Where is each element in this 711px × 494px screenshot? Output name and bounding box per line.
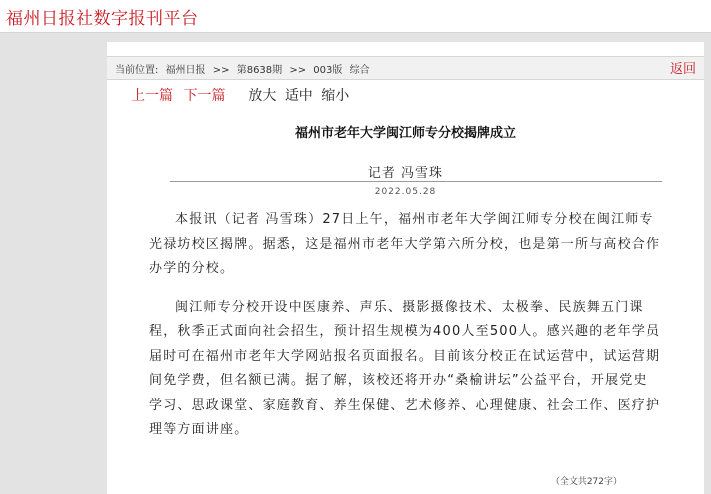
- word-count: （全文共272字）: [550, 477, 622, 487]
- next-article-link[interactable]: 下一篇: [183, 88, 226, 104]
- breadcrumb-item-section[interactable]: 综合: [349, 65, 370, 76]
- breadcrumb-label: 当前位置:: [115, 65, 159, 76]
- breadcrumb: [115, 61, 374, 76]
- site-title[interactable]: 福州日报社数字报刊平台: [6, 9, 199, 29]
- article-date: 2022.05.28: [374, 187, 437, 197]
- breadcrumb-item-issue[interactable]: 第8638期: [236, 65, 283, 76]
- article-nav: [131, 85, 353, 105]
- zoom-out-button[interactable]: 缩小: [321, 88, 350, 104]
- back-link[interactable]: 返回: [669, 62, 696, 77]
- article-title: 福州市老年大学闽江师专分校揭牌成立: [294, 126, 516, 141]
- fit-size-button[interactable]: 适中: [284, 88, 313, 104]
- article-paragraph: 闽江师专分校开设中医康养、声乐、摄影摄像技术、太极拳、民族舞五门课程，秋季正式面向社会招生，预计招生规模为400人至500人。感兴趣的老年学员届时可在福州市老年大学网站报名页面报名。目前该分校正在试运营中，试运营期间免学费，但名额已满。据了解，该校还将开办“桑榆讲坛”公益平台，开展党史学习、思政课堂、家庭教育、养生保健、艺术修养、心理健康、社会工作、医疗护理等方面讲座。: [149, 299, 661, 437]
- breadcrumb-item-newspaper[interactable]: 福州日报: [165, 65, 206, 76]
- breadcrumb-bar: [107, 56, 704, 80]
- breadcrumb-separator: >>: [212, 65, 230, 76]
- zoom-in-button[interactable]: 放大: [248, 88, 277, 104]
- prev-article-link[interactable]: 上一篇: [131, 88, 173, 104]
- site-header: [0, 0, 711, 33]
- article-author: 记者 冯雪珠: [367, 166, 444, 181]
- article-paragraph: 本报讯（记者 冯雪珠）27日上午，福州市老年大学闽江师专分校在闽江师专光禄坊校区揭牌。据悉，这是福州市老年大学第六所分校，也是第一所与高校合作办学的分校。: [149, 212, 661, 276]
- breadcrumb-item-page[interactable]: 003版: [313, 65, 343, 76]
- article-body: [149, 208, 661, 457]
- article-panel: [107, 42, 704, 494]
- breadcrumb-separator: >>: [289, 65, 307, 76]
- title-divider: [170, 181, 662, 182]
